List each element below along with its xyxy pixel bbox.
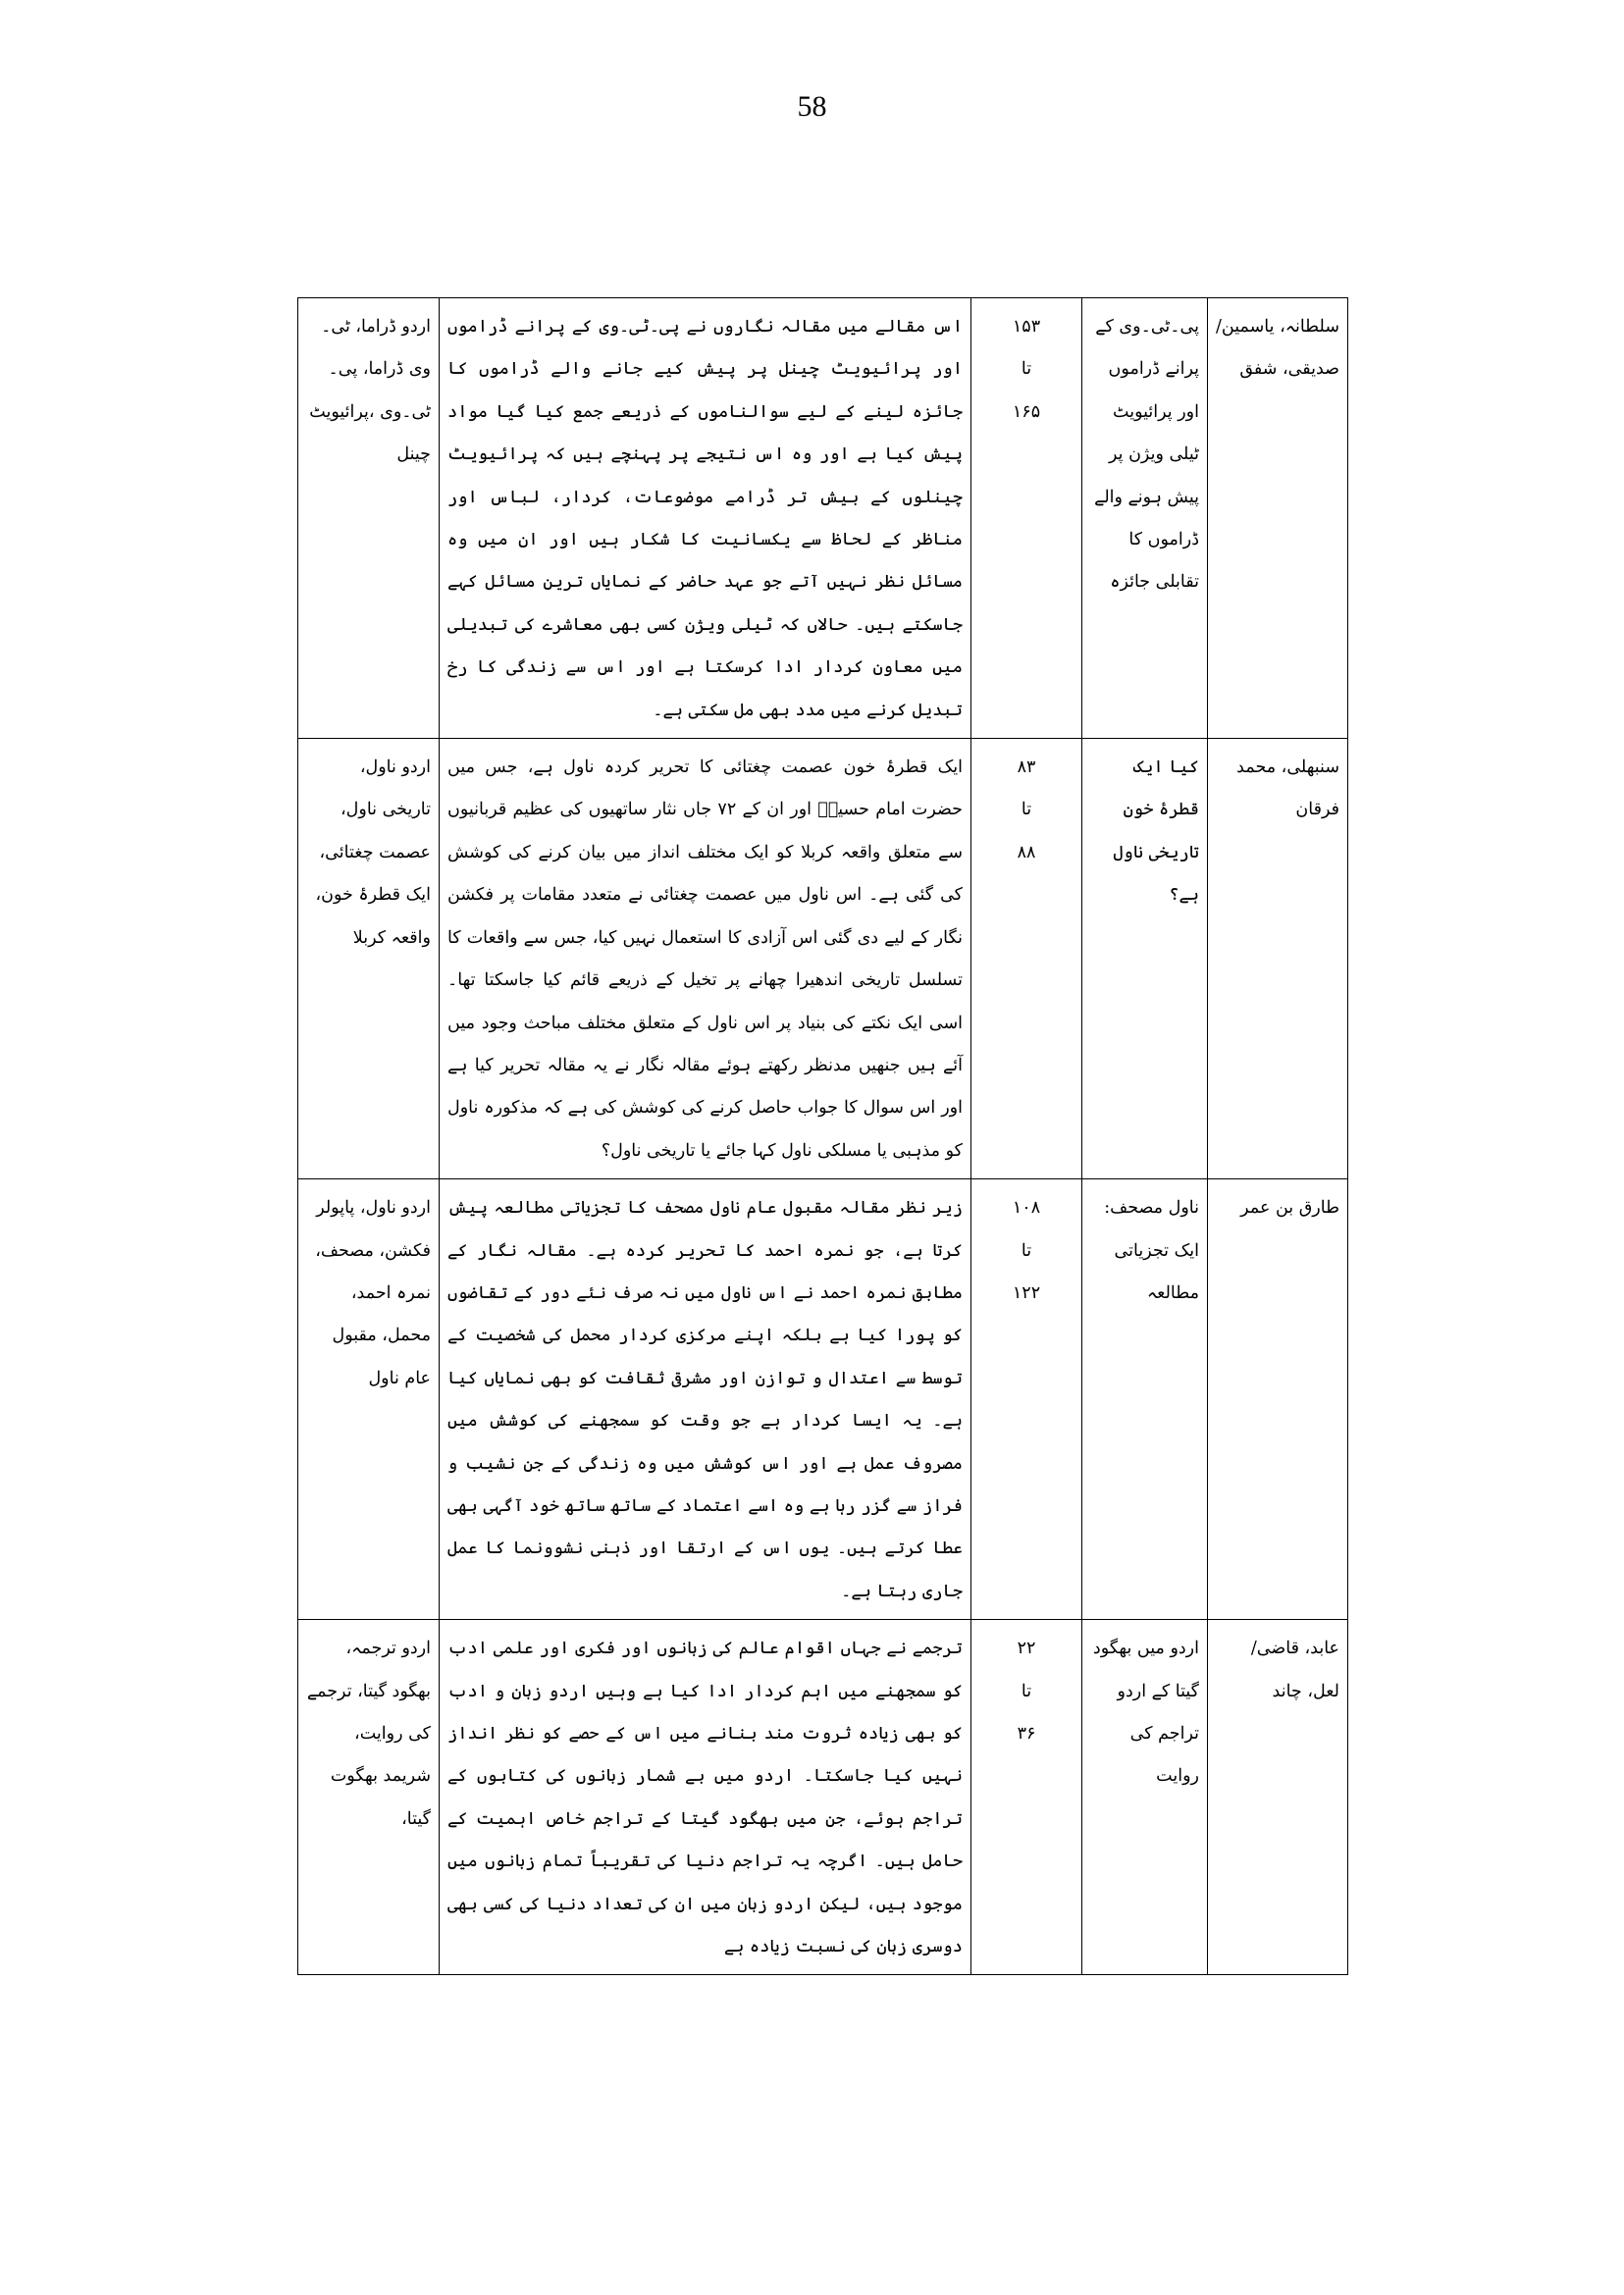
keywords-cell: اردو ناول، پاپولر فکشن، مصحف، نمرہ احمد، محمل، مقبول عام ناول [298, 1179, 440, 1620]
table-row [298, 1179, 1348, 1620]
pages-cell [971, 298, 1082, 739]
keywords-cell: اردو ناول، تاریخی ناول، عصمت چغتائی، ایک قطرۂ خون، واقعہ کربلا [298, 739, 440, 1179]
summary-cell: اس مقالے میں مقالہ نگاروں نے پی۔ٹی۔وی کے پرانے ڈراموں اور پرائیویٹ چینل پر پیش کیے جانے والے ڈراموں کا جائزہ لینے کے لیے سوالناموں کے ذریعے جمع کیا گیا مواد پیش کیا ہے اور وہ اس نتیجے پر پہنچے ہیں کہ پرائیویٹ چینلوں کے بیش تر ڈرامے موضوعات، کردار، لباس اور مناظر کے لحاظ سے یکسانیت کا شکار ہیں اور ان میں وہ مسائل نظر نہیں آتے جو عہد حاضر کے نمایاں ترین مسائل کہے جاسکتے ہیں۔ حالاں کہ ٹیلی ویژن کسی بھی معاشرے کی تبدیلی میں معاون کردار ادا کرسکتا ہے اور اس سے زندگی کا رخ تبدیل کرنے میں مدد بھی مل سکتی ہے۔ [440, 298, 971, 739]
page-end: ۱۲۲ [1012, 1282, 1041, 1303]
table-row [298, 1620, 1348, 1975]
summary-cell: ترجمے نے جہاں اقوام عالم کی زبانوں اور فکری اور علمی ادب کو سمجھنے میں اہم کردار ادا کیا ہے وہیں اردو زبان و ادب کو بھی زیادہ ثروت مند بنانے میں اس کے حصے کو نظر انداز نہیں کیا جاسکتا۔ اردو میں بے شمار زبانوں کی کتابوں کے تراجم ہوئے، جن میں بھگود گیتا کے تراجم خاص اہمیت کے حامل ہیں۔ اگرچہ یہ تراجم دنیا کی تقریباً تمام زبانوں میں موجود ہیں، لیکن اردو زبان میں ان کی تعداد دنیا کی کسی بھی دوسری زبان کی نسبت زیادہ ہے [440, 1620, 971, 1975]
table-row [298, 298, 1348, 739]
keywords-cell: اردو ڈراما، ٹی۔وی ڈراما، پی۔ٹی۔وی ،پرائیویٹ چینل [298, 298, 440, 739]
title-cell: اردو میں بھگود گیتا کے اردو تراجم کی روایت [1082, 1620, 1208, 1975]
page-end: ۳۶ [1017, 1724, 1036, 1744]
page-to: تا [1021, 800, 1032, 820]
index-table [297, 297, 1348, 1975]
page-end: ۱۶۵ [1012, 401, 1041, 422]
keywords-cell: اردو ترجمہ، بھگود گیتا، ترجمے کی روایت، شریمد بھگوت گیتا، [298, 1620, 440, 1975]
pages-cell [971, 1620, 1082, 1975]
page-start: ۲۲ [1017, 1639, 1036, 1659]
page-to: تا [1021, 1681, 1032, 1701]
pages-cell [971, 1179, 1082, 1620]
author-cell: سلطانہ، یاسمین/ صدیقی، شفق [1208, 298, 1348, 739]
page-start: ۸۳ [1017, 757, 1036, 778]
page-start: ۱۰۸ [1012, 1198, 1041, 1219]
page-to: تا [1021, 359, 1032, 380]
table-row [298, 739, 1348, 1179]
page-end: ۸۸ [1017, 842, 1036, 862]
summary-cell: ایک قطرۂ خون عصمت چغتائی کا تحریر کردہ ناول ہے، جس میں حضرت امام حسینؓ اور ان کے ۷۲ جاں نثار ساتھیوں کی عظیم قربانیوں سے متعلق واقعہ کربلا کو ایک مختلف انداز میں بیان کرنے کی کوشش کی گئی ہے۔ اس ناول میں عصمت چغتائی نے متعدد مقامات پر فکشن نگار کے لیے دی گئی اس آزادی کا استعمال نہیں کیا، جس سے واقعات کا تسلسل تاریخی اندھیرا چھانے پر تخیل کے ذریعے قائم کیا جاسکتا تھا۔ اسی ایک نکتے کی بنیاد پر اس ناول کے متعلق مختلف مباحث وجود میں آئے ہیں جنھیں مدنظر رکھتے ہوئے مقالہ نگار نے یہ مقالہ تحریر کیا ہے اور اس سوال کا جواب حاصل کرنے کی کوشش کی ہے کہ مذکورہ ناول کو مذہبی یا مسلکی ناول کہا جائے یا تاریخی ناول؟ [440, 739, 971, 1179]
title-cell: پی۔ٹی۔وی کے پرانے ڈراموں اور پرائیویٹ ٹیلی ویژن پر پیش ہونے والے ڈراموں کا تقابلی جائزہ [1082, 298, 1208, 739]
page-number: 58 [797, 90, 827, 123]
title-cell: کیا ایک قطرۂ خون تاریخی ناول ہے؟ [1082, 739, 1208, 1179]
title-cell: ناول مصحف: ایک تجزیاتی مطالعہ [1082, 1179, 1208, 1620]
pages-cell [971, 739, 1082, 1179]
author-cell: طارق بن عمر [1208, 1179, 1348, 1620]
summary-cell: زیر نظر مقالہ مقبول عام ناول مصحف کا تجزیاتی مطالعہ پیش کرتا ہے، جو نمرہ احمد کا تحریر کردہ ہے۔ مقالہ نگار کے مطابق نمرہ احمد نے اس ناول میں نہ صرف نئے دور کے تقاضوں کو پورا کیا ہے بلکہ اپنے مرکزی کردار محمل کی شخصیت کے توسط سے اعتدال و توازن اور مشرقی ثقافت کو بھی نمایاں کیا ہے۔ یہ ایسا کردار ہے جو وقت کو سمجھنے کی کوشش میں مصروف عمل ہے اور اس کوشش میں وہ زندگی کے جن نشیب و فراز سے گزر رہا ہے وہ اسے اعتماد کے ساتھ ساتھ خود آگہی بھی عطا کرتے ہیں۔ یوں اس کے ارتقا اور ذہنی نشوونما کا عمل جاری رہتا ہے۔ [440, 1179, 971, 1620]
page-start: ۱۵۳ [1012, 317, 1041, 337]
author-cell: سنبھلی، محمد فرقان [1208, 739, 1348, 1179]
page-to: تا [1021, 1240, 1032, 1261]
author-cell: عابد، قاضی/ لعل، چاند [1208, 1620, 1348, 1975]
